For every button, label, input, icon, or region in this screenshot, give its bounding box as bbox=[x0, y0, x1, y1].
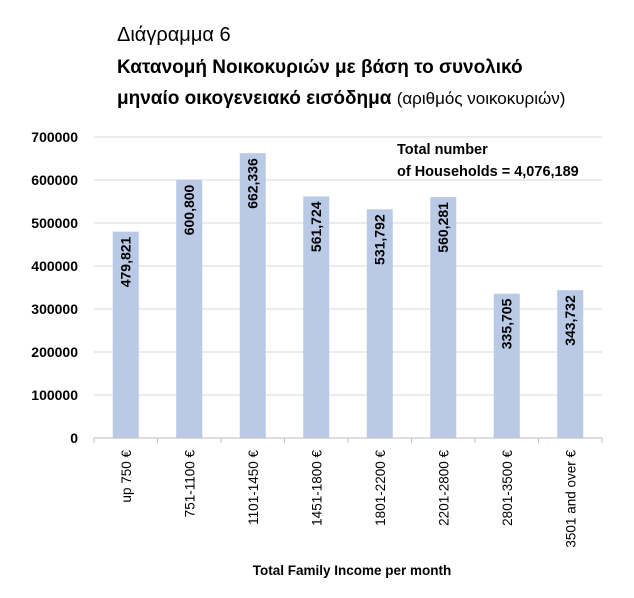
y-tick-label: 300000 bbox=[31, 301, 78, 317]
y-tick-label: 0 bbox=[70, 430, 78, 446]
category-label: 2801-3500 € bbox=[499, 450, 515, 526]
y-tick-label: 500000 bbox=[31, 215, 78, 231]
y-tick-label: 400000 bbox=[31, 258, 78, 274]
data-label: 479,821 bbox=[117, 236, 134, 288]
y-axis-ticks bbox=[31, 129, 78, 446]
data-label: 561,724 bbox=[308, 201, 325, 253]
data-label: 531,792 bbox=[371, 214, 388, 265]
data-label: 600,800 bbox=[181, 184, 198, 236]
y-tick-label: 700000 bbox=[31, 129, 78, 145]
category-label: 751-1100 € bbox=[182, 450, 198, 518]
category-label: 3501 and over € bbox=[563, 450, 579, 548]
data-label: 662,336 bbox=[244, 158, 261, 209]
category-label: 2201-2800 € bbox=[436, 450, 452, 526]
data-label: 335,705 bbox=[498, 298, 515, 350]
chart-title-line1: Κατανομή Νοικοκυριών με βάση το συνολικό bbox=[117, 57, 523, 78]
x-axis-title: Total Family Income per month bbox=[252, 563, 452, 578]
y-tick-label: 600000 bbox=[31, 172, 78, 188]
chart-subtitle: (αριθμός νοικοκυριών) bbox=[396, 89, 566, 108]
annotation-line2: of Households = 4,076,189 bbox=[397, 164, 579, 180]
bars bbox=[94, 153, 602, 443]
figure-label: Διάγραμμα 6 bbox=[117, 24, 231, 46]
category-label: up 750 € bbox=[118, 450, 134, 503]
category-label: 1451-1800 € bbox=[309, 450, 325, 526]
x-axis-categories bbox=[119, 450, 579, 548]
annotation-line1: Total number bbox=[397, 142, 488, 158]
y-tick-label: 100000 bbox=[31, 387, 78, 403]
category-label: 1801-2200 € bbox=[372, 450, 388, 526]
chart-title-line2-text: μηναίο οικογενειακό εισόδημα bbox=[117, 88, 392, 109]
y-tick-label: 200000 bbox=[31, 344, 78, 360]
data-label: 560,281 bbox=[435, 202, 452, 253]
data-label: 343,732 bbox=[562, 295, 579, 346]
category-label: 1101-1450 € bbox=[245, 450, 261, 525]
